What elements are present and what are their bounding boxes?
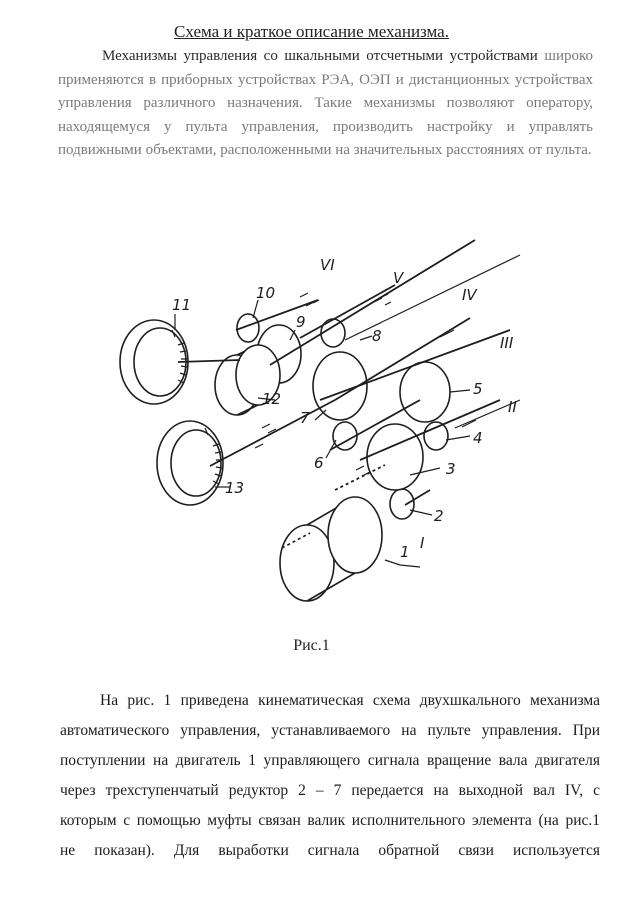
label-7: 7: [300, 409, 310, 427]
label-3: 3: [446, 460, 456, 478]
label-shaft-V: V: [393, 269, 404, 287]
label-10: 10: [256, 284, 276, 302]
body-line-1: На рис. 1 приведена кинематическая схема двухшкального механизма: [100, 692, 600, 709]
page-title: Схема и краткое описание механизма.: [174, 22, 449, 41]
label-8: 8: [372, 327, 382, 345]
body-line-4: через трехступенчатый редуктор 2 – 7 передается на выходной вал IV, с: [60, 782, 600, 799]
label-shaft-II: II: [508, 398, 517, 416]
body-line-3: поступлении на двигатель 1 управляющего сигнала вращение вала двигателя: [60, 752, 600, 769]
label-13: 13: [225, 479, 245, 497]
label-2: 2: [434, 507, 444, 525]
body-line-2: автоматического управления, устанавливаемого на пульте управления. При: [60, 722, 600, 739]
label-9: 9: [296, 313, 306, 331]
label-12: 12: [262, 390, 282, 408]
intro-line-2: широко применяются в приборных устройствах РЭА, ОЭП и дистанционных: [58, 48, 593, 88]
intro-line-1: Механизмы управления со шкальными отсчетными устройствами: [102, 48, 538, 64]
dial-13: [157, 421, 223, 505]
body-paragraph: [60, 686, 600, 866]
intro-line-4: оператору, находящемуся у пульта управления, производить настройку и: [58, 95, 593, 135]
gear-5: [400, 362, 450, 422]
label-shaft-I: I: [420, 534, 425, 552]
label-4: 4: [473, 429, 483, 447]
motor-1: [280, 497, 382, 601]
gear-8: [321, 319, 345, 347]
label-1: 1: [400, 543, 410, 561]
label-5: 5: [473, 380, 483, 398]
figure-caption: Рис.1: [293, 637, 330, 654]
body-line-6: не показан). Для выработки сигнала обратной связи используется: [60, 842, 600, 859]
dial-11: [120, 320, 188, 404]
intro-line-5: управлять подвижными объектами, расположенными на значительных: [58, 118, 594, 158]
gear-4: [424, 422, 448, 450]
intro-line-6: расстояниях от пульта.: [446, 142, 592, 158]
gear-3: [367, 424, 423, 490]
intro-line-3: устройствах управления различного назначения. Такие механизмы позволяют: [58, 71, 593, 111]
gear-2: [390, 489, 414, 519]
label-shaft-III: III: [500, 334, 514, 352]
label-shaft-IV: IV: [462, 286, 477, 304]
label-6: 6: [314, 454, 324, 472]
label-shaft-VI: VI: [320, 256, 335, 274]
label-11: 11: [172, 296, 192, 314]
body-line-5: которым с помощью муфты связан валик исполнительного элемента (на рис.1: [60, 812, 600, 829]
